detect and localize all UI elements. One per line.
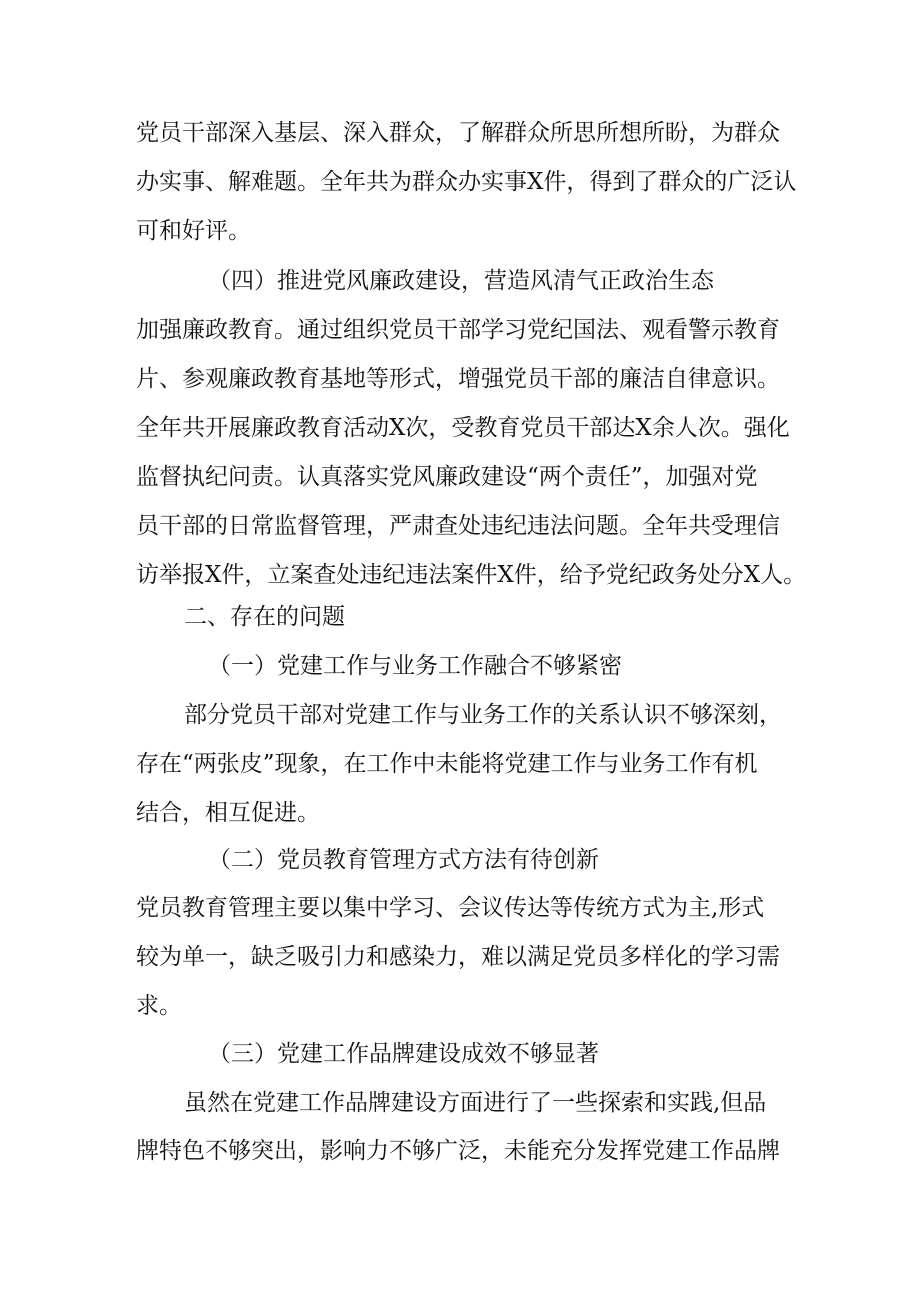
paragraph-line: 访举报X件，立案查处违纪违法案件X件，给予党纪政务处分X人。 xyxy=(136,562,807,588)
paragraph-line: 结合，相互促进。 xyxy=(136,800,320,826)
paragraph-line: 可和好评。 xyxy=(136,218,251,244)
chapter-heading: 二、存在的问题 xyxy=(184,604,345,630)
paragraph-line: 监督执纪问责。认真落实党风廉政建设“两个责任”，加强对党 xyxy=(136,464,758,490)
section-heading: （二）党员教育管理方式方法有待创新 xyxy=(208,847,599,873)
paragraph-line: 存在“两张皮”现象，在工作中未能将党建工作与业务工作有机 xyxy=(136,751,758,777)
section-heading: （一）党建工作与业务工作融合不够紧密 xyxy=(208,653,622,679)
paragraph-line: 党员教育管理主要以集中学习、会议传达等传统方式为主,形式 xyxy=(136,895,765,921)
paragraph-line: 党员干部深入基层、深入群众，了解群众所思所想所盼，为群众 xyxy=(136,120,780,146)
paragraph-line: 片、参观廉政教育基地等形式，增强党员干部的廉洁自律意识。 xyxy=(136,366,780,392)
section-heading: （四）推进党风廉政建设，营造风清气正政治生态 xyxy=(208,268,714,294)
section-heading: （三）党建工作品牌建设成效不够显著 xyxy=(208,1041,599,1067)
paragraph-line: 加强廉政教育。通过组织党员干部学习党纪国法、观看警示教育 xyxy=(136,317,780,343)
paragraph-line: 虽然在党建工作品牌建设方面进行了一些探索和实践,但品 xyxy=(184,1090,767,1116)
paragraph-line: 办实事、解难题。全年共为群众办实事X件，得到了群众的广泛认 xyxy=(136,169,797,195)
paragraph-line: 部分党员干部对党建工作与业务工作的关系认识不够深刻， xyxy=(184,702,782,728)
paragraph-line: 员干部的日常监督管理，严肃查处违纪违法问题。全年共受理信 xyxy=(136,513,780,539)
paragraph-line: 牌特色不够突出，影响力不够广泛，未能充分发挥党建工作品牌 xyxy=(136,1138,780,1164)
paragraph-line: 全年共开展廉政教育活动X次，受教育党员干部达X余人次。强化 xyxy=(136,415,790,441)
paragraph-line: 求。 xyxy=(136,993,182,1019)
paragraph-line: 较为单一，缺乏吸引力和感染力，难以满足党员多样化的学习需 xyxy=(136,944,780,970)
